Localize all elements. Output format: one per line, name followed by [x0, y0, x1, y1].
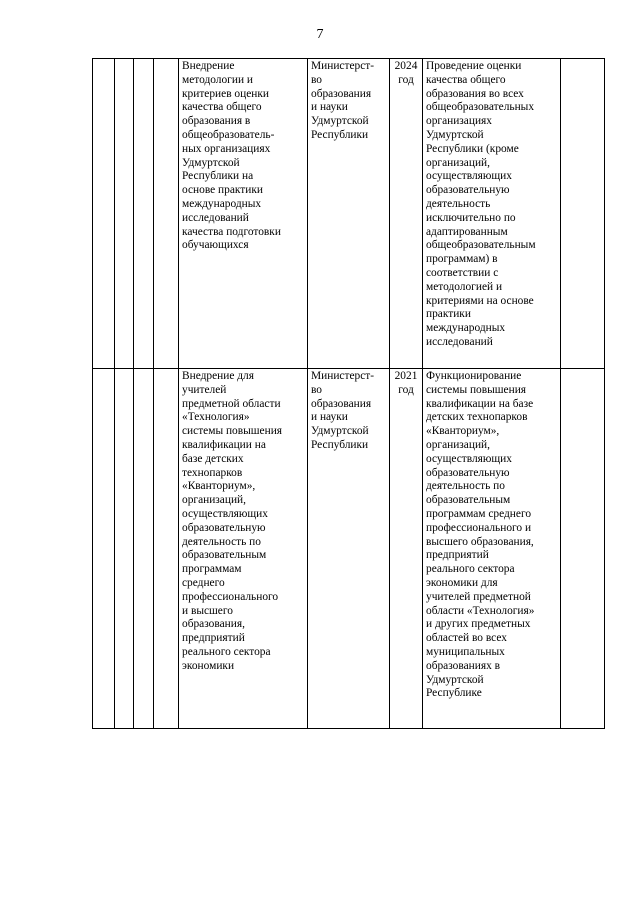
- year-cell: 2021 год: [390, 369, 423, 729]
- table-cell-empty: [561, 59, 605, 369]
- table-row: [93, 369, 605, 729]
- year-cell: 2024 год: [390, 59, 423, 369]
- measure-cell: Внедрение для учителей предметной области «Технология» системы повышения квалификации на базе детских технопарков «Кванториум», организаций, осуществляющих образовательную деятельность по образовательным программам среднего профессионального и высшего образования, предприятий реального сектора экономики: [179, 369, 308, 729]
- table-cell-empty: [561, 369, 605, 729]
- responsible-cell: Министерст- во образования и науки Удмуртской Республики: [308, 59, 390, 369]
- result-cell: Проведение оценки качества общего образования во всех общеобразовательных организациях Удмуртской Республики (кроме организаций, осуществляющих образовательную деятельность исключительно по адаптированным общеобразовательным программам) в соответствии с методологией и критериями на основе практики международных исследований: [423, 59, 561, 369]
- measure-cell: Внедрение методологии и критериев оценки качества общего образования в общеобразователь- ных организациях Удмуртской Республики на основе практики международных исследований качества подготовки обучающихся: [179, 59, 308, 369]
- table-cell-empty: [93, 59, 115, 369]
- table-cell-empty: [93, 369, 115, 729]
- result-cell: Функционирование системы повышения квалификации на базе детских технопарков «Кванториум», организаций, осуществляющих образовательную деятельность по образовательным программам среднего профессионального и высшего образования, предприятий реального сектора экономики для учителей предметной области «Технология» и других предметных областей во всех муниципальных образованиях в Удмуртской Республике: [423, 369, 561, 729]
- measures-table: [92, 58, 605, 729]
- table-cell-empty: [154, 369, 179, 729]
- table-row: [93, 59, 605, 369]
- table-cell-empty: [134, 59, 154, 369]
- table-cell-empty: [115, 59, 134, 369]
- table-cell-empty: [134, 369, 154, 729]
- responsible-cell: Министерст- во образования и науки Удмуртской Республики: [308, 369, 390, 729]
- page-number: 7: [316, 27, 324, 42]
- table-cell-empty: [154, 59, 179, 369]
- table-cell-empty: [115, 369, 134, 729]
